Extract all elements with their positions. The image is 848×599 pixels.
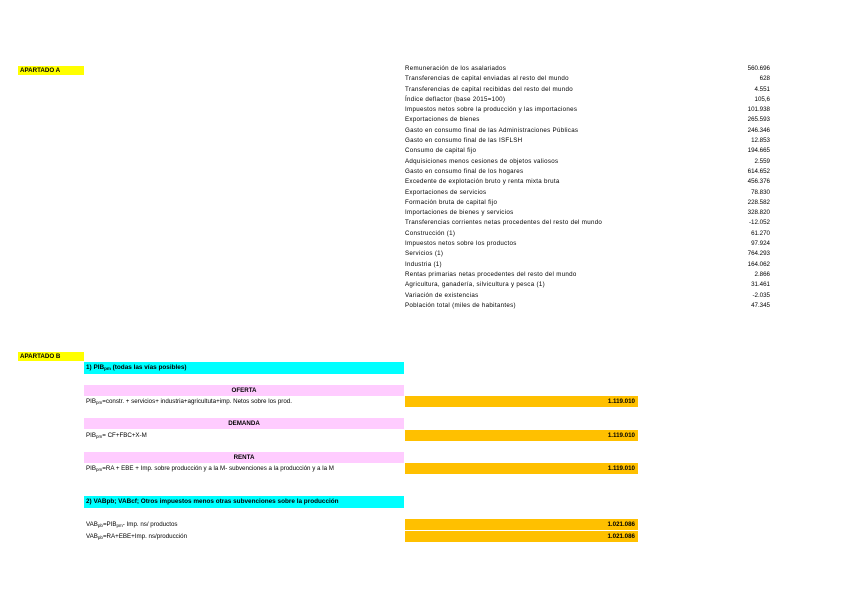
vab-2-a-sub: pb (97, 535, 103, 540)
vab-formula-1 (86, 520, 177, 529)
variable-label: Población total (miles de habitantes) (405, 301, 516, 309)
apartado-a-label: APARTADO A (18, 66, 84, 75)
renta-formula (86, 464, 334, 473)
variable-value: 328.820 (747, 209, 770, 217)
variable-row (405, 301, 770, 311)
variable-label: Gasto en consumo final de las Administraciones Públicas (405, 126, 579, 134)
variable-label: Excedente de explotación bruto y renta mixta bruta (405, 178, 560, 186)
variable-label: Adquisiciones menos cesiones de objetos valiosos (405, 157, 559, 165)
variable-label: Agricultura, ganadería, silvicultura y pesca (1) (405, 281, 545, 289)
variable-row (405, 74, 770, 84)
q1-title-rest: (todas las vías posibles) (110, 364, 187, 371)
variable-row (405, 239, 770, 249)
vab-result-1: 1.021.086 (405, 519, 638, 530)
variable-value: 2.559 (754, 157, 770, 165)
variables-table (405, 64, 770, 311)
variable-row (405, 177, 770, 187)
variable-value: 2.866 (754, 270, 770, 278)
oferta-formula-main: PIB (86, 398, 96, 405)
oferta-formula-sub: pm (95, 400, 103, 405)
variable-value: 228.582 (747, 198, 770, 206)
variable-label: Industria (1) (405, 260, 442, 268)
variable-row (405, 198, 770, 208)
variable-label: Transferencias de capital recibidas del resto del mundo (405, 85, 573, 93)
variable-label: Transferencias de capital enviadas al resto del mundo (405, 75, 569, 83)
vab-2-rest: =RA+EBE+Imp. ns/producción (102, 533, 188, 540)
variable-value: -12.052 (749, 219, 770, 227)
variable-label: Remuneración de los asalariados (405, 65, 507, 72)
variable-value: -2.035 (752, 291, 770, 299)
variable-value: 101.938 (747, 106, 770, 114)
q1-title-main: 1) PIB (86, 364, 105, 371)
demanda-formula (86, 431, 147, 440)
vab-2-a: VAB (86, 533, 98, 540)
variable-label: Impuestos netos sobre los productos (405, 240, 517, 248)
variable-row (405, 85, 770, 95)
q1-title-sub: pm (104, 366, 111, 371)
oferta-result: 1.119.010 (405, 396, 638, 407)
variable-label: Variación de existencias (405, 291, 479, 299)
variable-label: Impuestos netos sobre la producción y las importaciones (405, 106, 578, 114)
variable-value: 97.924 (751, 240, 770, 248)
variable-value: 105,6 (754, 95, 770, 103)
variable-label: Formación bruta de capital fijo (405, 198, 498, 206)
variable-value: 61.270 (751, 229, 770, 237)
vab-1-rest: - Imp. ns/ productos (122, 521, 178, 528)
renta-formula-sub: pm (95, 467, 103, 472)
variable-label: Exportaciones de servicios (405, 188, 487, 196)
variable-row (405, 95, 770, 105)
oferta-header: OFERTA (84, 385, 404, 396)
vab-1-a: VAB (86, 521, 98, 528)
vab-1-b: =PIB (102, 521, 117, 528)
variable-row (405, 218, 770, 228)
vab-formula-2 (86, 532, 187, 541)
variable-row (405, 126, 770, 136)
renta-result: 1.119.010 (405, 463, 638, 474)
variable-row (405, 260, 770, 270)
variable-row (405, 146, 770, 156)
vab-1-b-sub: pm (116, 523, 123, 528)
renta-formula-rest: =RA + EBE + Imp. sobre producción y a la M- subvenciones a la producción y a la M (102, 465, 334, 472)
variable-value: 265.593 (747, 116, 770, 124)
variable-value: 194.665 (747, 147, 770, 155)
variable-label: Rentas primarias netas procedentes del resto del mundo (405, 270, 577, 278)
variable-row (405, 208, 770, 218)
variable-value: 560.696 (747, 65, 770, 72)
variable-label: Exportaciones de bienes (405, 116, 480, 124)
demanda-header: DEMANDA (84, 418, 404, 429)
variable-value: 4.551 (754, 85, 770, 93)
variable-row (405, 280, 770, 290)
variable-row (405, 136, 770, 146)
renta-formula-main: PIB (86, 465, 96, 472)
variable-value: 12.853 (751, 137, 770, 145)
variable-value: 628 (759, 75, 770, 83)
variable-row (405, 229, 770, 239)
demanda-formula-rest: = CF+FBC+X-M (102, 432, 147, 439)
variable-value: 31.461 (751, 281, 770, 289)
question-2-header: 2) VABpb; VABcf; Otros impuestos menos otras subvenciones sobre la producción (84, 496, 404, 508)
vab-1-a-sub: pb (97, 523, 103, 528)
variable-row (405, 291, 770, 301)
variable-value: 246.346 (747, 126, 770, 134)
variable-row (405, 105, 770, 115)
variable-label: Consumo de capital fijo (405, 147, 477, 155)
renta-header: RENTA (84, 452, 404, 463)
variable-row (405, 188, 770, 198)
variable-row (405, 64, 770, 74)
variable-label: Importaciones de bienes y servicios (405, 209, 514, 217)
demanda-formula-main: PIB (86, 432, 96, 439)
variable-label: Transferencias corrientes netas procedentes del resto del mundo (405, 219, 603, 227)
variable-value: 456.376 (747, 178, 770, 186)
variable-label: Servicios (1) (405, 250, 444, 258)
variable-label: Índice deflactor (base 2015=100) (405, 95, 506, 103)
variable-row (405, 157, 770, 167)
variable-label: Gasto en consumo final de los hogares (405, 167, 524, 175)
oferta-formula (86, 397, 292, 406)
variable-label: Construcción (1) (405, 229, 456, 237)
variable-row (405, 167, 770, 177)
question-1-header (84, 362, 404, 374)
variable-value: 47.345 (751, 301, 770, 309)
variable-label: Gasto en consumo final de las ISFLSH (405, 137, 523, 145)
variable-row (405, 249, 770, 259)
demanda-result: 1.119.010 (405, 430, 638, 441)
apartado-b-label: APARTADO B (18, 352, 84, 361)
demanda-formula-sub: pm (95, 434, 103, 439)
variable-row (405, 115, 770, 125)
oferta-formula-rest: =constr. + servicios+ industria+agricultuta+imp. Netos sobre los prod. (102, 398, 292, 405)
variable-value: 764.293 (747, 250, 770, 258)
variable-row (405, 270, 770, 280)
variable-value: 164.062 (747, 260, 770, 268)
variable-value: 614.652 (747, 167, 770, 175)
variable-value: 78.830 (751, 188, 770, 196)
vab-result-2: 1.021.086 (405, 531, 638, 542)
